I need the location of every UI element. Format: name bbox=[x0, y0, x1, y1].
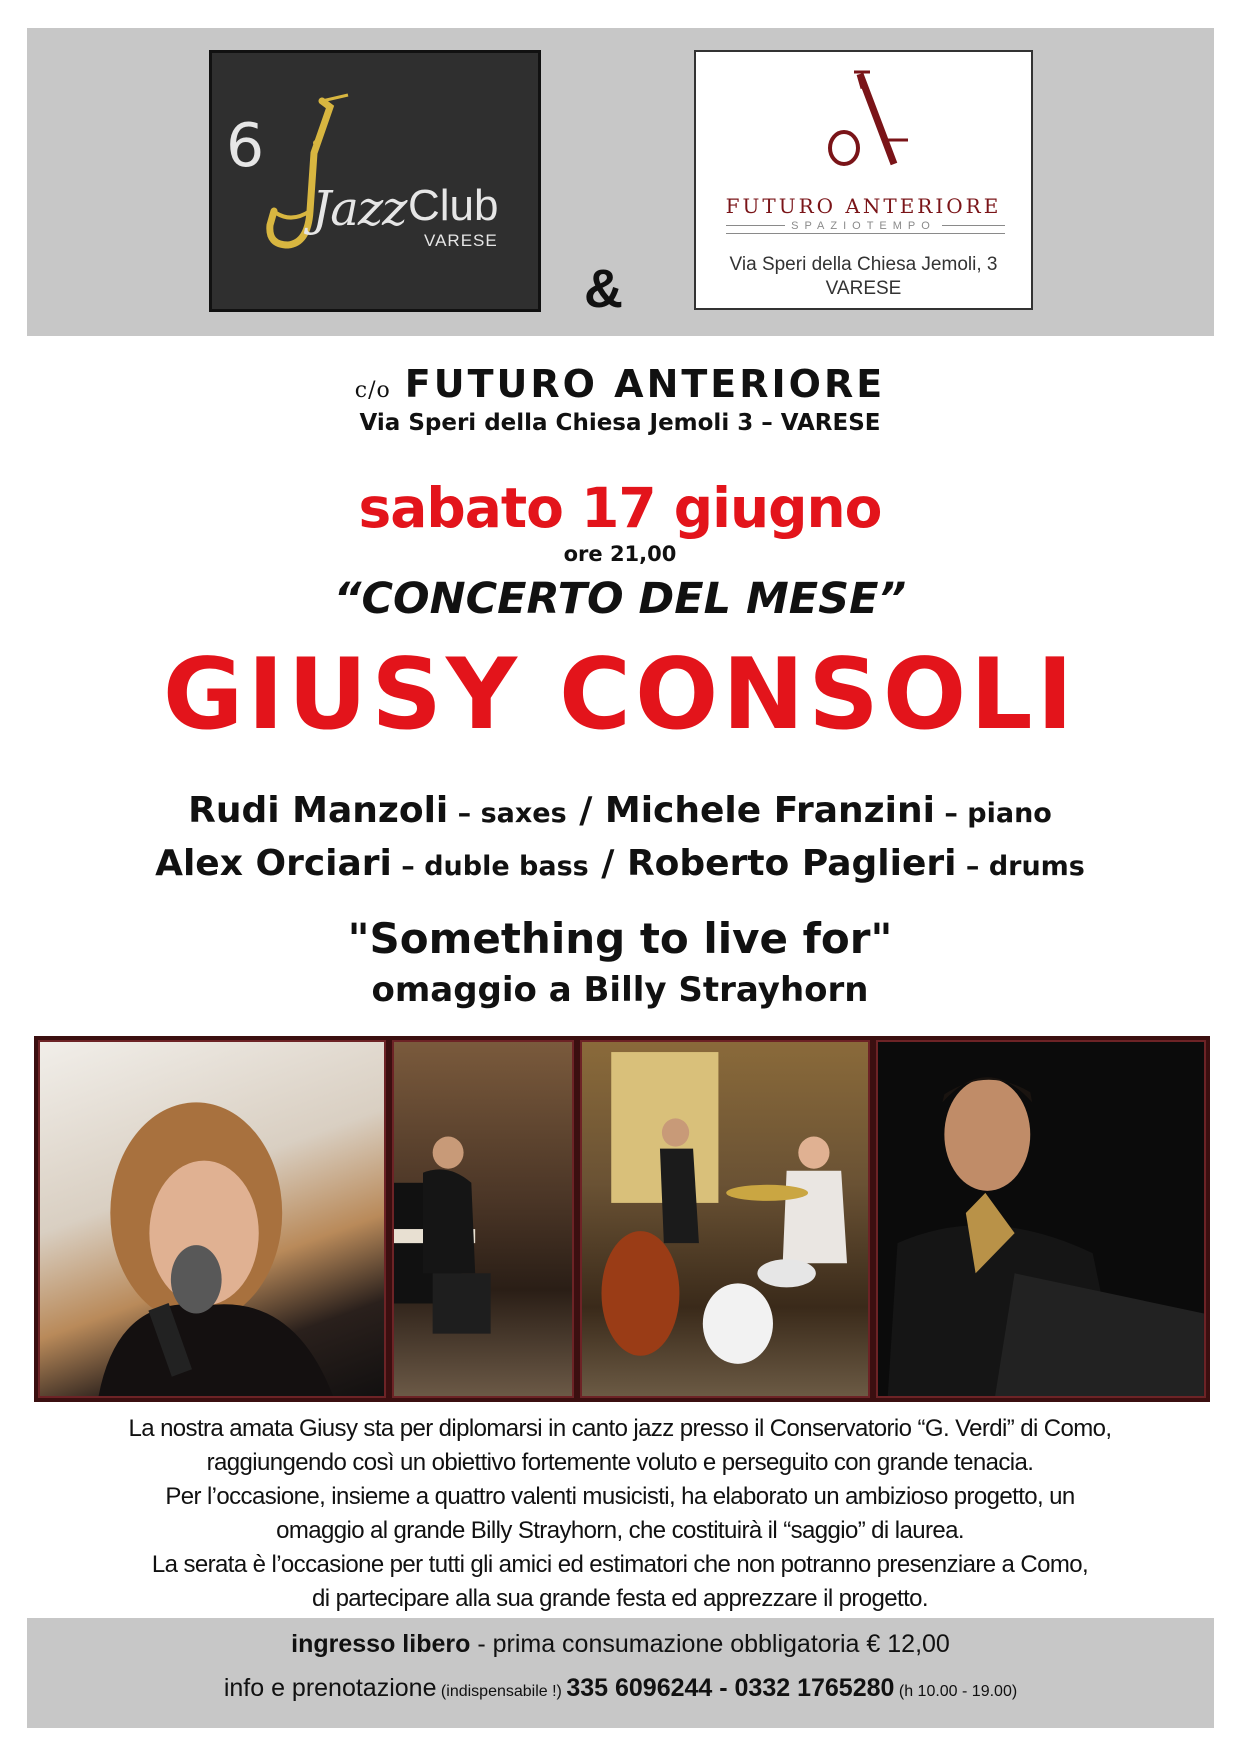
entry-label: ingresso libero bbox=[291, 1630, 471, 1658]
musician-role: saxes bbox=[480, 798, 567, 829]
description-line: Per l’occasione, insieme a quattro valenti musicisti, ha elaborato un ambizioso progetto, un bbox=[165, 1483, 1075, 1510]
futuro-logo-address: Via Speri della Chiesa Jemoli, 3 bbox=[729, 254, 998, 275]
saxophone-icon bbox=[252, 93, 362, 263]
bass-drums-photo bbox=[580, 1040, 870, 1398]
singer-photo bbox=[38, 1040, 386, 1398]
futuro-anteriore-logo bbox=[694, 50, 1033, 310]
event-date: sabato 17 giugno bbox=[358, 476, 882, 540]
booking-hours: (h 10.00 - 19.00) bbox=[894, 1683, 1018, 1700]
jazz-logo-city: VARESE bbox=[424, 231, 498, 250]
booking-line bbox=[27, 1674, 1214, 1703]
venue-prefix: c/o bbox=[354, 378, 391, 403]
description-line: La nostra amata Giusy sta per diplomarsi in canto jazz presso il Conservatorio “G. Verdi” di Como, bbox=[128, 1415, 1112, 1442]
event-time: ore 21,00 bbox=[563, 542, 677, 566]
musician-name: Roberto Paglieri bbox=[626, 843, 957, 884]
musicians-row: Alex Orciari – duble bass / Roberto Paglieri – drums bbox=[155, 843, 1085, 884]
musician-role: drums bbox=[988, 851, 1085, 882]
headliner-name: GIUSY CONSOLI bbox=[162, 638, 1078, 752]
futuro-logo-tagline: SPAZIOTEMPO bbox=[696, 220, 1031, 232]
phone-numbers: 335 6096244 - 0332 1765280 bbox=[566, 1674, 895, 1702]
entry-line bbox=[27, 1630, 1214, 1659]
jazz-logo-jazz: Jazz bbox=[312, 181, 407, 237]
venue-name: FUTURO ANTERIORE bbox=[404, 362, 886, 406]
booking-label: info e prenotazione bbox=[223, 1674, 437, 1702]
venue-address: Via Speri della Chiesa Jemoli 3 – VARESE bbox=[359, 410, 881, 436]
musician-name: Alex Orciari bbox=[155, 843, 392, 884]
jazz-club-logo bbox=[209, 50, 541, 312]
description-line: di partecipare alla sua grande festa ed apprezzare il progetto. bbox=[312, 1585, 928, 1612]
musician-role: duble bass bbox=[424, 851, 589, 882]
musician-role: piano bbox=[967, 798, 1052, 829]
musicians-row: Rudi Manzoli – saxes / Michele Franzini – piano bbox=[188, 790, 1052, 831]
logo-rule bbox=[726, 233, 1005, 234]
consumption-note: - prima consumazione obbligatoria € 12,00 bbox=[470, 1630, 950, 1658]
futuro-logo-city: VARESE bbox=[825, 278, 902, 299]
musician-name: Michele Franzini bbox=[604, 790, 935, 831]
event-series: “CONCERTO DEL MESE” bbox=[333, 574, 907, 624]
description bbox=[0, 1412, 1240, 1616]
musicians-list bbox=[0, 786, 1240, 892]
description-line: raggiungendo così un obiettivo fortemente voluto e perseguito con grande tenacia. bbox=[206, 1449, 1034, 1476]
pianist-photo bbox=[392, 1040, 574, 1398]
futuro-monogram-icon bbox=[808, 66, 920, 176]
ampersand: & bbox=[584, 259, 623, 319]
project-title: "Something to live for" bbox=[347, 914, 893, 963]
description-line: La serata è l’occasione per tutti gli amici ed estimatori che non potranno presenziare a Como, bbox=[151, 1551, 1089, 1578]
project-subtitle: omaggio a Billy Strayhorn bbox=[371, 970, 869, 1010]
required-note: (indispensabile !) bbox=[436, 1683, 567, 1700]
futuro-logo-name: FUTURO ANTERIORE bbox=[725, 194, 1002, 218]
photo-strip bbox=[34, 1036, 1210, 1402]
musician-name: Rudi Manzoli bbox=[188, 790, 449, 831]
footer-band bbox=[27, 1618, 1214, 1728]
description-line: omaggio al grande Billy Strayhorn, che costituirà il “saggio” di laurea. bbox=[276, 1517, 964, 1544]
jazz-logo-club: Club bbox=[408, 181, 499, 230]
venue-line bbox=[0, 362, 1240, 406]
saxophonist-photo bbox=[876, 1040, 1206, 1398]
jazz-logo-six: 6 bbox=[226, 111, 265, 181]
